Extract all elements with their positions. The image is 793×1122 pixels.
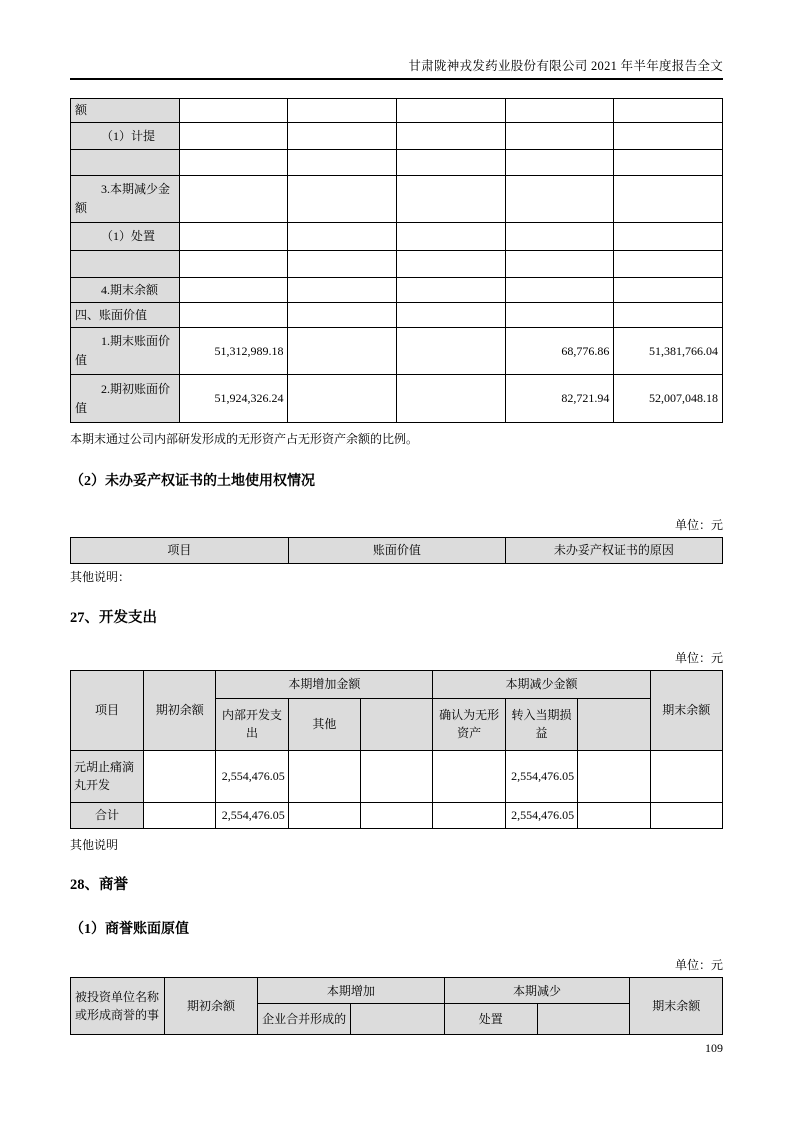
table-cell <box>288 176 397 223</box>
table-cell <box>433 750 505 802</box>
column-header-project: 项目 <box>71 537 289 563</box>
table-cell <box>179 99 288 123</box>
table-header-row <box>71 978 723 1004</box>
table-cell <box>614 150 723 176</box>
table-cell <box>288 802 360 828</box>
row-label-cell: 四、账面价值 <box>71 303 180 328</box>
table-cell <box>144 750 216 802</box>
table-cell <box>505 303 614 328</box>
table-cell <box>179 303 288 328</box>
document-header <box>70 0 723 80</box>
table-cell: 51,381,766.04 <box>614 328 723 375</box>
table-cell <box>288 750 360 802</box>
table-cell <box>614 223 723 251</box>
goodwill-heading: 28、商誉 <box>70 877 128 894</box>
table-cell <box>179 176 288 223</box>
table-cell <box>397 176 506 223</box>
goodwill-table <box>70 977 723 1035</box>
column-header-investee: 被投资单位名称或形成商誉的事 <box>71 978 165 1035</box>
table-cell <box>397 251 506 278</box>
table-cell <box>614 176 723 223</box>
unit-label: 单位：元 <box>674 958 723 973</box>
column-header-blank <box>578 698 650 750</box>
intangibles-ratio-note: 本期末通过公司内部研发形成的无形资产占无形资产余额的比例。 <box>70 432 419 446</box>
table-cell <box>397 303 506 328</box>
column-group-decrease: 本期减少金额 <box>433 670 650 698</box>
table-cell <box>650 750 722 802</box>
table-cell: 2,554,476.05 <box>505 750 577 802</box>
column-header-disposal: 处置 <box>444 1004 537 1035</box>
column-header-opening-balance: 期初余额 <box>144 670 216 750</box>
table-cell <box>397 223 506 251</box>
table-cell <box>179 251 288 278</box>
dev-expenditure-table <box>70 670 723 829</box>
row-label-cell: （1）处置 <box>71 223 180 251</box>
goodwill-original-value-heading: （1）商誉账面原值 <box>70 922 189 938</box>
table-cell <box>650 802 722 828</box>
table-row <box>71 176 723 223</box>
table-cell: 82,721.94 <box>505 375 614 423</box>
column-header-recognized-intangible: 确认为无形资产 <box>433 698 505 750</box>
table-cell <box>288 375 397 423</box>
column-header-project: 项目 <box>71 670 144 750</box>
land-use-other-notes: 其他说明： <box>70 569 131 584</box>
column-header-closing-balance: 期末余额 <box>630 978 723 1035</box>
column-header-reason: 未办妥产权证书的原因 <box>505 537 722 563</box>
table-row <box>71 802 723 828</box>
table-cell <box>505 150 614 176</box>
table-cell <box>288 278 397 303</box>
table-cell <box>397 375 506 423</box>
table-cell <box>179 278 288 303</box>
table-cell <box>288 328 397 375</box>
row-label-cell: 4.期末余额 <box>71 278 180 303</box>
land-use-table <box>70 537 723 564</box>
column-header-book-value: 账面价值 <box>288 537 505 563</box>
table-row <box>71 251 723 278</box>
table-row <box>71 223 723 251</box>
table-header-row <box>71 537 723 563</box>
table-cell <box>397 99 506 123</box>
table-cell <box>288 223 397 251</box>
row-label-cell: 额 <box>71 99 180 123</box>
row-label-cell <box>71 150 180 176</box>
table-cell <box>144 802 216 828</box>
unit-label: 单位：元 <box>674 650 723 665</box>
table-cell: 52,007,048.18 <box>614 375 723 423</box>
column-header-opening-balance: 期初余额 <box>164 978 257 1035</box>
table-cell: 2,554,476.05 <box>505 802 577 828</box>
table-cell <box>505 251 614 278</box>
table-cell <box>288 303 397 328</box>
table-row <box>71 328 723 375</box>
row-label-cell: （1）计提 <box>71 123 180 150</box>
table-cell <box>397 150 506 176</box>
table-row <box>71 123 723 150</box>
table-cell <box>505 223 614 251</box>
table-row <box>71 750 723 802</box>
column-header-blank <box>361 698 433 750</box>
dev-expenditure-other-notes: 其他说明 <box>70 837 119 852</box>
table-row <box>71 303 723 328</box>
row-label-cell: 1.期末账面价值 <box>71 328 180 375</box>
column-header-blank <box>537 1004 630 1035</box>
table-cell: 2,554,476.05 <box>216 802 288 828</box>
table-cell <box>614 99 723 123</box>
table-row <box>71 150 723 176</box>
table-cell <box>179 123 288 150</box>
row-label-cell: 2.期初账面价值 <box>71 375 180 423</box>
table-cell: 2,554,476.05 <box>216 750 288 802</box>
table-cell <box>361 802 433 828</box>
row-label-cell: 合计 <box>71 802 144 828</box>
column-header-internal-dev: 内部开发支出 <box>216 698 288 750</box>
table-cell <box>505 123 614 150</box>
table-cell <box>361 750 433 802</box>
table-cell <box>397 123 506 150</box>
column-header-other: 其他 <box>288 698 360 750</box>
land-use-heading: （2）未办妥产权证书的土地使用权情况 <box>70 473 315 489</box>
table-cell <box>179 150 288 176</box>
table-cell <box>505 176 614 223</box>
column-group-increase: 本期增加金额 <box>216 670 433 698</box>
table-cell <box>505 278 614 303</box>
column-header-transferred-pl: 转入当期损益 <box>505 698 577 750</box>
column-group-decrease: 本期减少 <box>444 978 630 1004</box>
unit-label: 单位：元 <box>674 517 723 532</box>
dev-expenditure-heading: 27、开发支出 <box>70 609 157 626</box>
table-cell <box>614 123 723 150</box>
report-title: 甘肃陇神戎发药业股份有限公司 2021 年半年度报告全文 <box>408 59 723 73</box>
table-cell: 51,924,326.24 <box>179 375 288 423</box>
column-header-blank <box>351 1004 444 1035</box>
row-label-cell: 3.本期减少金额 <box>71 176 180 223</box>
table-cell <box>614 251 723 278</box>
table-row <box>71 99 723 123</box>
page-number: 109 <box>705 1041 723 1055</box>
column-header-closing-balance: 期末余额 <box>650 670 722 750</box>
intangible-assets-table <box>70 98 723 423</box>
table-cell <box>397 278 506 303</box>
table-cell <box>288 99 397 123</box>
table-header-row <box>71 670 723 698</box>
table-row <box>71 375 723 423</box>
table-cell <box>288 150 397 176</box>
table-cell <box>179 223 288 251</box>
table-cell <box>397 328 506 375</box>
row-label-cell <box>71 251 180 278</box>
column-header-business-combination: 企业合并形成的 <box>258 1004 351 1035</box>
table-cell: 51,312,989.18 <box>179 328 288 375</box>
table-cell <box>614 303 723 328</box>
table-cell <box>578 802 650 828</box>
column-group-increase: 本期增加 <box>258 978 444 1004</box>
table-cell <box>614 278 723 303</box>
table-row <box>71 278 723 303</box>
table-cell <box>288 123 397 150</box>
table-cell <box>505 99 614 123</box>
row-label-cell: 元胡止痛滴丸开发 <box>71 750 144 802</box>
table-cell: 68,776.86 <box>505 328 614 375</box>
table-cell <box>578 750 650 802</box>
table-cell <box>433 802 505 828</box>
table-cell <box>288 251 397 278</box>
